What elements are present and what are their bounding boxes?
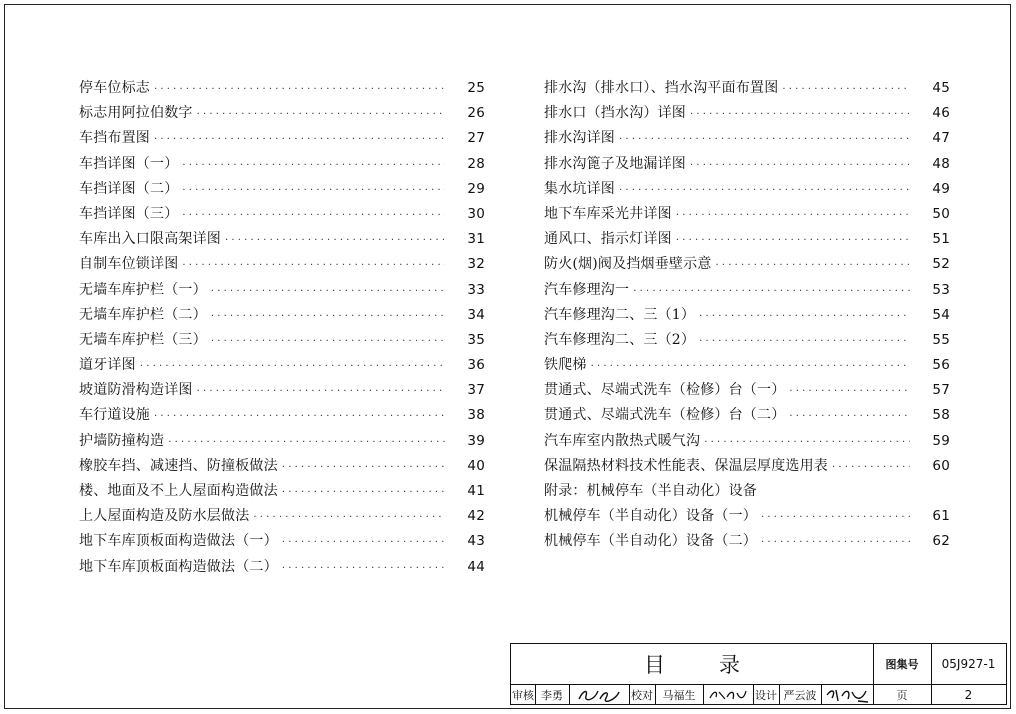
toc-leader-dots bbox=[789, 379, 910, 404]
toc-entry bbox=[79, 353, 485, 378]
toc-leader-dots bbox=[282, 480, 445, 505]
toc-page-number: 25 bbox=[467, 80, 485, 96]
toc-page-number: 61 bbox=[932, 508, 950, 525]
toc-leader-dots bbox=[676, 203, 910, 228]
toc-entry-title: 坡道防滑构造详图 bbox=[79, 382, 193, 399]
toc-entry bbox=[79, 126, 485, 151]
toc-leader-dots bbox=[154, 77, 445, 102]
toc-page-number: 53 bbox=[932, 281, 950, 298]
toc-entry-title: 排水沟篦子及地漏详图 bbox=[544, 155, 686, 172]
toc-entry-title: 地下车库采光井详图 bbox=[544, 205, 672, 222]
toc-entry bbox=[79, 227, 485, 252]
toc-entry bbox=[544, 303, 950, 328]
toc-page-number: 37 bbox=[467, 382, 485, 399]
toc-entry-title: 排水沟（排水口）、挡水沟平面布置图 bbox=[544, 80, 779, 96]
toc-entry-title: 车挡详图（三） bbox=[79, 205, 179, 222]
toc-entry bbox=[544, 252, 950, 277]
toc-page-number: 50 bbox=[932, 205, 950, 222]
toc-page-number: 51 bbox=[932, 231, 950, 248]
toc-entry bbox=[544, 126, 950, 151]
toc-entry-title: 贯通式、尽端式洗车（检修）台（一） bbox=[544, 382, 786, 399]
toc-entry bbox=[544, 278, 950, 303]
toc-entry bbox=[544, 504, 950, 529]
toc-entry bbox=[79, 504, 485, 529]
toc-leader-dots bbox=[182, 153, 445, 178]
toc-leader-dots bbox=[253, 505, 445, 530]
toc-entry bbox=[544, 152, 950, 177]
toc-leader-dots bbox=[782, 77, 910, 102]
design-signature bbox=[821, 685, 873, 704]
toc-leader-dots bbox=[211, 304, 445, 329]
toc-entry-title: 道牙详图 bbox=[79, 357, 136, 374]
toc-page-number: 27 bbox=[467, 130, 485, 147]
check-signature bbox=[703, 685, 753, 704]
toc-page-number: 34 bbox=[467, 306, 485, 323]
handwritten-signature bbox=[707, 687, 749, 703]
toc-page-number: 35 bbox=[467, 331, 485, 348]
toc-entry bbox=[79, 378, 485, 403]
toc-page-number: 49 bbox=[932, 180, 950, 197]
toc-leader-dots bbox=[761, 530, 910, 555]
toc-entry-title: 汽车修理沟二、三（2） bbox=[544, 331, 696, 348]
toc-entry-title: 停车位标志 bbox=[79, 80, 150, 96]
title-block bbox=[510, 643, 1007, 705]
toc-entry-title: 无墙车库护栏（二） bbox=[79, 306, 207, 323]
toc-entry bbox=[544, 429, 950, 454]
toc-entry bbox=[79, 555, 485, 580]
toc-leader-dots bbox=[619, 127, 910, 152]
toc-page-number: 40 bbox=[467, 457, 485, 474]
toc-right-column bbox=[544, 76, 950, 555]
toc-entry bbox=[79, 454, 485, 479]
toc-entry-title: 地下车库顶板面构造做法（一） bbox=[79, 533, 278, 550]
toc-entry-title: 排水沟详图 bbox=[544, 130, 615, 147]
handwritten-signature bbox=[576, 687, 622, 703]
toc-page-number: 60 bbox=[932, 457, 950, 474]
toc-leader-dots bbox=[182, 253, 445, 278]
toc-leader-dots bbox=[182, 203, 445, 228]
toc-entry-title: 无墙车库护栏（三） bbox=[79, 331, 207, 348]
toc-page-number: 32 bbox=[467, 256, 485, 273]
toc-entry-title: 集水坑详图 bbox=[544, 180, 615, 197]
toc-entry-title: 车挡详图（二） bbox=[79, 180, 179, 197]
toc-leader-dots bbox=[619, 178, 910, 203]
toc-page-number: 54 bbox=[932, 306, 950, 323]
design-label: 设计 bbox=[755, 688, 777, 702]
toc-entry bbox=[79, 529, 485, 554]
toc-entry-title: 汽车修理沟二、三（1） bbox=[544, 306, 696, 323]
toc-page-number: 26 bbox=[467, 105, 485, 122]
toc-leader-dots bbox=[211, 279, 445, 304]
toc-leader-dots bbox=[704, 430, 910, 455]
toc-page-number: 48 bbox=[932, 155, 950, 172]
toc-leader-dots bbox=[716, 253, 910, 278]
toc-entry-title: 上人屋面构造及防水层做法 bbox=[79, 508, 250, 525]
toc-entry bbox=[79, 202, 485, 227]
toc-page-number: 44 bbox=[467, 558, 485, 575]
check-label: 校对 bbox=[631, 688, 653, 702]
toc-entry bbox=[79, 152, 485, 177]
review-label: 审核 bbox=[512, 688, 534, 702]
toc-page-number: 62 bbox=[932, 533, 950, 550]
toc-entry-title: 铁爬梯 bbox=[544, 357, 587, 374]
toc-leader-dots bbox=[789, 404, 910, 429]
toc-entry bbox=[544, 177, 950, 202]
toc-entry-title: 无墙车库护栏（一） bbox=[79, 281, 207, 298]
toc-page-number: 41 bbox=[467, 483, 485, 499]
toc-leader-dots bbox=[140, 354, 445, 379]
review-name: 李勇 bbox=[541, 688, 563, 702]
design-name: 严云波 bbox=[783, 688, 817, 702]
toc-page-number: 30 bbox=[467, 205, 485, 222]
toc-leader-dots bbox=[197, 102, 445, 127]
toc-page-number: 29 bbox=[467, 180, 485, 197]
toc-entry bbox=[544, 353, 950, 378]
drawing-title: 目录 bbox=[644, 653, 794, 677]
toc-entry-title: 汽车修理沟一 bbox=[544, 281, 630, 298]
toc-leader-dots bbox=[154, 127, 445, 152]
toc-leader-dots bbox=[832, 455, 910, 480]
toc-page-number: 43 bbox=[467, 533, 485, 550]
toc-leader-dots bbox=[182, 178, 445, 203]
toc-leader-dots bbox=[633, 279, 910, 304]
toc-entry bbox=[79, 101, 485, 126]
toc-leader-dots bbox=[197, 379, 445, 404]
toc-entry-title: 橡胶车挡、减速挡、防撞板做法 bbox=[79, 457, 278, 474]
toc-entry-title: 保温隔热材料技术性能表、保温层厚度选用表 bbox=[544, 457, 828, 474]
toc-page-number: 59 bbox=[932, 432, 950, 449]
toc-page-number: 42 bbox=[467, 508, 485, 525]
toc-page-number: 56 bbox=[932, 357, 950, 374]
toc-entry-title: 车行道设施 bbox=[79, 407, 150, 424]
toc-page-number: 31 bbox=[467, 231, 485, 248]
toc-entry-title: 附录：机械停车（半自动化）设备 bbox=[544, 483, 757, 499]
toc-entry bbox=[544, 101, 950, 126]
toc-leader-dots bbox=[699, 329, 910, 354]
toc-section-heading bbox=[544, 479, 950, 504]
check-name: 马福生 bbox=[662, 688, 696, 702]
toc-entry-title: 车挡详图（一） bbox=[79, 155, 179, 172]
toc-entry bbox=[544, 454, 950, 479]
toc-leader-dots bbox=[282, 556, 445, 581]
toc-leader-dots bbox=[690, 102, 910, 127]
review-signature bbox=[569, 685, 629, 704]
toc-entry bbox=[544, 403, 950, 428]
toc-entry-title: 车库出入口限高架详图 bbox=[79, 231, 221, 248]
toc-page-number: 45 bbox=[932, 80, 950, 96]
toc-leader-dots bbox=[211, 329, 445, 354]
toc-leader-dots bbox=[591, 354, 910, 379]
toc-entry-title: 防火(烟)阀及挡烟垂壁示意 bbox=[544, 256, 712, 273]
toc-entry bbox=[544, 227, 950, 252]
toc-entry bbox=[79, 76, 485, 101]
toc-entry bbox=[79, 429, 485, 454]
toc-entry-title: 自制车位锁详图 bbox=[79, 256, 179, 273]
toc-entry-title: 贯通式、尽端式洗车（检修）台（二） bbox=[544, 407, 786, 424]
toc-entry bbox=[79, 403, 485, 428]
toc-entry bbox=[544, 378, 950, 403]
atlas-number: 05J927-1 bbox=[941, 657, 996, 671]
toc-left-column bbox=[79, 76, 485, 580]
toc-page-number: 36 bbox=[467, 357, 485, 374]
toc-entry bbox=[544, 328, 950, 353]
toc-page-number: 58 bbox=[932, 407, 950, 424]
toc-page-number: 28 bbox=[467, 155, 485, 172]
toc-entry bbox=[79, 479, 485, 504]
toc-page-number: 33 bbox=[467, 281, 485, 298]
toc-entry-title: 标志用阿拉伯数字 bbox=[79, 105, 193, 122]
toc-entry bbox=[79, 252, 485, 277]
toc-leader-dots bbox=[761, 505, 910, 530]
toc-entry bbox=[544, 76, 950, 101]
toc-leader-dots bbox=[225, 228, 445, 253]
toc-page-number: 46 bbox=[932, 105, 950, 122]
toc-entry-title: 机械停车（半自动化）设备（一） bbox=[544, 508, 757, 525]
toc-entry bbox=[79, 278, 485, 303]
page-label: 页 bbox=[896, 688, 908, 702]
toc-leader-dots bbox=[168, 430, 445, 455]
toc-entry bbox=[544, 202, 950, 227]
toc-entry bbox=[79, 177, 485, 202]
toc-entry-title: 机械停车（半自动化）设备（二） bbox=[544, 533, 757, 550]
toc-entry-title: 通风口、指示灯详图 bbox=[544, 231, 672, 248]
toc-leader-dots bbox=[699, 304, 910, 329]
toc-page-number: 52 bbox=[932, 256, 950, 273]
toc-entry bbox=[79, 328, 485, 353]
handwritten-signature bbox=[824, 686, 870, 704]
toc-leader-dots bbox=[282, 530, 445, 555]
toc-entry-title: 排水口（挡水沟）详图 bbox=[544, 105, 686, 122]
toc-page-number: 47 bbox=[932, 130, 950, 147]
atlas-number-label: 图集号 bbox=[885, 658, 919, 671]
toc-page-number: 39 bbox=[467, 432, 485, 449]
page-number: 2 bbox=[964, 687, 973, 702]
toc-entry-title: 汽车库室内散热式暖气沟 bbox=[544, 432, 701, 449]
toc-leader-dots bbox=[154, 404, 445, 429]
toc-leader-dots bbox=[676, 228, 910, 253]
toc-page-number: 38 bbox=[467, 407, 485, 424]
toc-entry-title: 地下车库顶板面构造做法（二） bbox=[79, 558, 278, 575]
toc-page-number: 55 bbox=[932, 331, 950, 348]
toc-entry bbox=[79, 303, 485, 328]
toc-entry-title: 护墙防撞构造 bbox=[79, 432, 165, 449]
toc-leader-dots bbox=[282, 455, 445, 480]
toc-page-number: 57 bbox=[932, 382, 950, 399]
toc-entry-title: 车挡布置图 bbox=[79, 130, 150, 147]
toc-entry-title: 楼、地面及不上人屋面构造做法 bbox=[79, 483, 278, 499]
toc-entry bbox=[544, 529, 950, 554]
toc-leader-dots bbox=[690, 153, 910, 178]
